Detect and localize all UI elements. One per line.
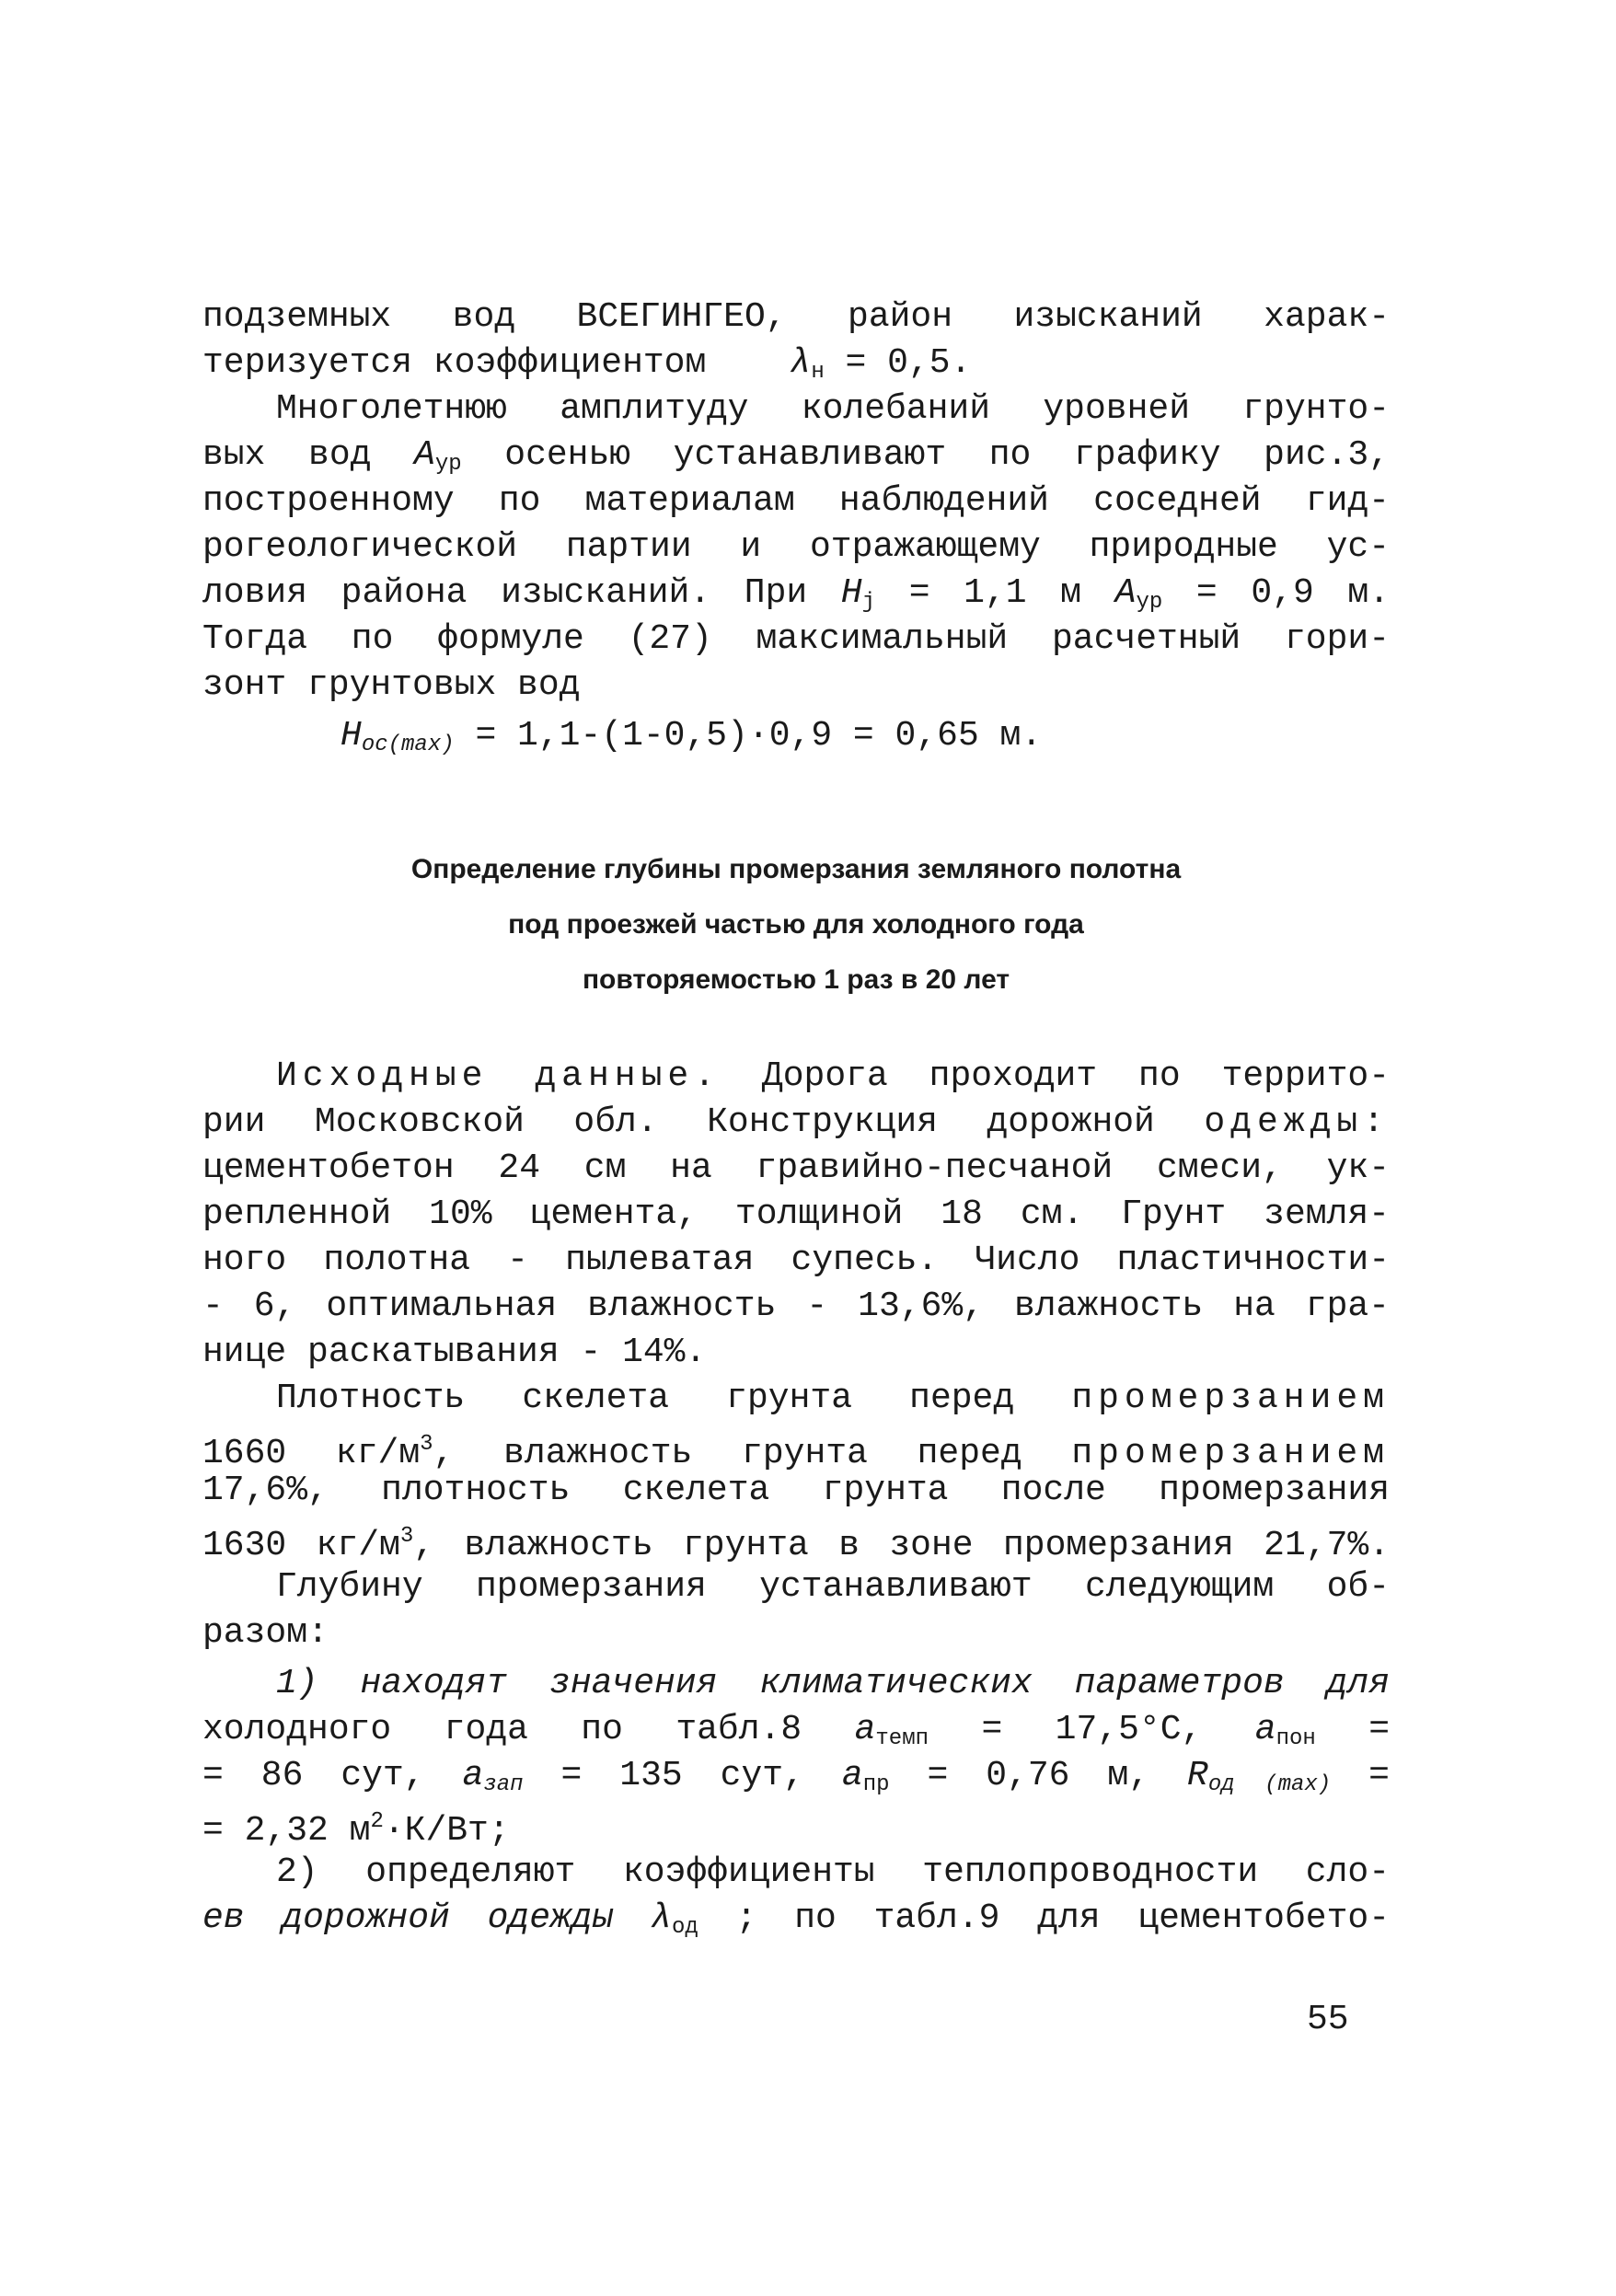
text-span: = 86 сут, [202, 1756, 425, 1795]
text-span: 1) находят значения климатических параметров для [276, 1664, 1390, 1703]
symbol-subscript: н [811, 360, 825, 385]
text-span: - 6, оптимальная влажность - 13,6%, влажность на гра- [202, 1286, 1390, 1326]
text-span: разом: [202, 1613, 329, 1653]
spaced-lead-text: Исходные данные. [276, 1056, 721, 1096]
climate-symbol: a [841, 1756, 863, 1795]
resistance-symbol: R [1187, 1756, 1208, 1795]
text-span: = 1,1 м [908, 573, 1081, 613]
section-heading-line: под проезжей частью для холодного года [508, 909, 1084, 940]
text-line [202, 1896, 1390, 1951]
text-span: = 17,5°C, [981, 1710, 1203, 1749]
text-line [202, 663, 1390, 709]
text-line [202, 1514, 1390, 1569]
text-line [202, 1238, 1390, 1284]
superscript: 3 [420, 1432, 433, 1457]
climate-symbol: a [1254, 1710, 1276, 1749]
text-line [276, 1564, 1390, 1610]
text-span: построенному по материалам наблюдений соседней гид- [202, 481, 1390, 521]
text-span: рогеологической партии и отражающему природные ус- [202, 527, 1390, 567]
h-symbol: H [840, 573, 862, 613]
section-heading-line: Определение глубины промерзания земляного полотна [410, 854, 1182, 884]
symbol-subscript: зап [483, 1772, 524, 1797]
text-line [276, 1054, 1390, 1100]
text-span: зонт грунтовых вод [202, 665, 581, 705]
text-span: вых вод [202, 435, 372, 475]
text-span: репленной 10% цемента, толщиной 18 см. Грунт земля- [202, 1194, 1390, 1234]
text-span: 1660 кг/м [202, 1434, 421, 1473]
text-span: = 0,76 м, [927, 1756, 1150, 1795]
text-span: рии Московской обл. Конструкция дорожной [202, 1102, 1155, 1142]
text-span: теризуется коэффициентом [202, 343, 707, 383]
text-span: Глубину промерзания устанавливают следующим об- [276, 1567, 1390, 1607]
lambda-symbol: λ [790, 343, 812, 383]
text-span: ·К/Вт; [383, 1811, 510, 1851]
text-line [276, 1661, 1390, 1707]
symbol-subscript: oc(max) [361, 733, 455, 757]
text-span: Тогда по формуле (27) максимальный расчетный гори- [202, 619, 1390, 659]
text-line [202, 1330, 1390, 1376]
text-span: = 0,5. [845, 343, 972, 383]
text-line [276, 387, 1390, 433]
text-span: холодного года по табл.8 [202, 1710, 802, 1749]
formula-expression: = 1,1-(1-0,5)·0,9 = 0,65 м. [475, 716, 1043, 756]
climate-symbol: a [462, 1756, 484, 1795]
text-span: , влажность грунта перед [433, 1434, 1022, 1473]
formula [341, 713, 1042, 768]
spaced-text: промерзанием [1071, 1379, 1390, 1418]
amplitude-symbol: A [1114, 573, 1137, 613]
text-span: = [1368, 1710, 1391, 1749]
symbol-subscript: пон [1275, 1726, 1316, 1751]
h-symbol: H [341, 716, 362, 756]
text-span: = 135 сут, [560, 1756, 804, 1795]
text-span: = [1368, 1756, 1390, 1795]
text-span: нице раскатывания - 14%. [202, 1333, 707, 1372]
text-span: , влажность грунта в зоне промерзания 21,7%. [413, 1526, 1390, 1565]
text-span: ловия района изысканий. При [202, 573, 808, 613]
text-line [202, 479, 1390, 525]
text-span: Многолетнюю амплитуду колебаний уровней грунто- [276, 389, 1390, 429]
text-line [202, 525, 1390, 571]
text-span: Плотность скелета грунта перед [276, 1379, 1015, 1418]
amplitude-symbol: A [414, 435, 435, 475]
symbol-subscript: пр [862, 1772, 890, 1797]
spaced-text: промерзанием [1071, 1434, 1390, 1473]
symbol-subscript: ур [1136, 590, 1163, 615]
text-line [202, 1192, 1390, 1238]
text-span: цементобетон 24 см на гравийно-песчаной смеси, ук- [202, 1148, 1390, 1188]
text-line [202, 1468, 1390, 1514]
text-line [202, 294, 1390, 340]
text-span: 2) определяют коэффициенты теплопроводности сло- [276, 1852, 1390, 1892]
text-span: 17,6%, плотность скелета грунта после промерзания [202, 1471, 1390, 1510]
text-line [202, 1610, 1390, 1656]
text-span: 1630 кг/м [202, 1526, 400, 1565]
superscript: 2 [370, 1809, 384, 1834]
text-span: осенью устанавливают по графику рис.3, [504, 435, 1390, 475]
text-span: ; по табл.9 для цементобето- [735, 1898, 1390, 1938]
lambda-symbol: λ [651, 1898, 673, 1938]
text-span: ного полотна - пылеватая супесь. Число пластичности- [202, 1240, 1390, 1280]
text-span: подземных вод ВСЕГИНГЕО, район изысканий харак- [202, 297, 1390, 337]
symbol-subscript: j [861, 590, 876, 615]
text-line [202, 617, 1390, 663]
text-span: = 2,32 м [202, 1811, 371, 1851]
symbol-subscript: темп [875, 1726, 929, 1751]
text-line [202, 1100, 1390, 1146]
spaced-text: одежды: [1204, 1102, 1390, 1142]
text-line [202, 1284, 1390, 1330]
symbol-subscript: од [672, 1915, 698, 1940]
symbol-subscript: ур [434, 452, 462, 477]
superscript: 3 [399, 1524, 414, 1549]
climate-symbol: a [854, 1710, 876, 1749]
text-line [276, 1850, 1390, 1896]
section-heading-line: повторяемостью 1 раз в 20 лет [582, 964, 1010, 995]
text-span: Дорога проходит по террито- [761, 1056, 1390, 1096]
page-number: 55 [1307, 2000, 1349, 2039]
text-span: = 0,9 м. [1195, 573, 1390, 613]
text-line [202, 1146, 1390, 1192]
text-span: ев дорожной одежды [202, 1898, 614, 1938]
text-line [202, 1799, 1390, 1854]
text-line [276, 1376, 1390, 1422]
symbol-subscript: од (max) [1207, 1772, 1332, 1797]
